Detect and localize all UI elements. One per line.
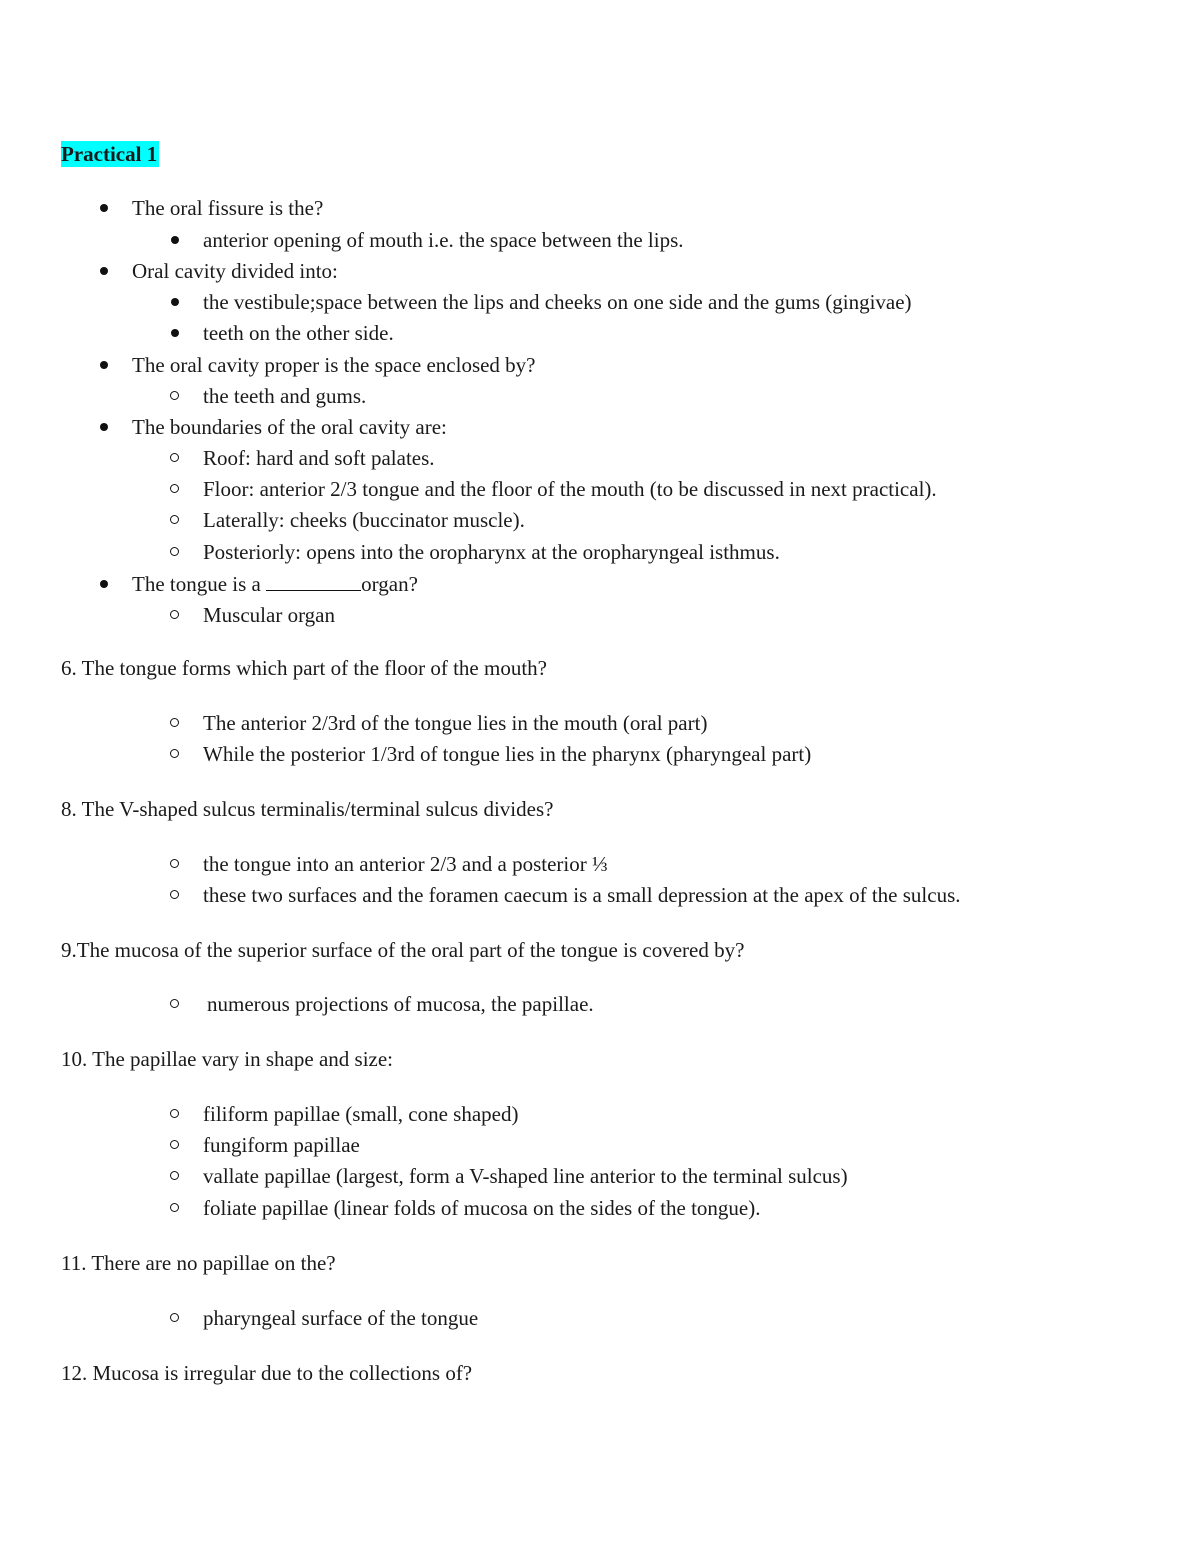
q2-answer-2: teeth on the other side.	[203, 321, 394, 345]
q9-answer: numerous projections of mucosa, the papillae.	[207, 992, 594, 1016]
bullet-circle-icon	[170, 749, 179, 758]
bullet-circle-icon	[170, 484, 179, 493]
q11-question: 11. There are no papillae on the?	[61, 1251, 336, 1275]
bullet-disc-icon	[171, 298, 179, 306]
bullet-disc-icon	[100, 204, 108, 212]
bullet-circle-icon	[170, 453, 179, 462]
q4-answer-1: Roof: hard and soft palates.	[203, 446, 435, 470]
bullet-circle-icon	[170, 859, 179, 868]
bullet-circle-icon	[170, 999, 179, 1008]
bullet-disc-icon	[100, 423, 108, 431]
bullet-circle-icon	[170, 515, 179, 524]
bullet-circle-icon	[170, 1171, 179, 1180]
q10-question: 10. The papillae vary in shape and size:	[61, 1047, 394, 1071]
bullet-circle-icon	[170, 391, 179, 400]
bullet-disc-icon	[100, 361, 108, 369]
bullet-circle-icon	[170, 1203, 179, 1212]
q8-question: 8. The V-shaped sulcus terminalis/terminal sulcus divides?	[61, 797, 554, 821]
q2-question: Oral cavity divided into:	[132, 259, 338, 283]
bullet-disc-icon	[100, 267, 108, 275]
q4-question: The boundaries of the oral cavity are:	[132, 415, 447, 439]
bullet-circle-icon	[170, 718, 179, 727]
q6-answer-1: The anterior 2/3rd of the tongue lies in the mouth (oral part)	[203, 711, 708, 735]
q6-answer-2: While the posterior 1/3rd of tongue lies in the pharynx (pharyngeal part)	[203, 742, 812, 766]
q1-question: The oral fissure is the?	[132, 196, 324, 220]
bullet-disc-icon	[171, 329, 179, 337]
q9-question: 9.The mucosa of the superior surface of the oral part of the tongue is covered by?	[61, 938, 745, 962]
bullet-circle-icon	[170, 1140, 179, 1149]
q5-question	[132, 572, 418, 596]
q10-answer-2: fungiform papillae	[203, 1133, 360, 1157]
bullet-circle-icon	[170, 890, 179, 899]
q10-answer-3: vallate papillae (largest, form a V-shaped line anterior to the terminal sulcus)	[203, 1164, 848, 1188]
q1-answer: anterior opening of mouth i.e. the space between the lips.	[203, 228, 684, 252]
q3-answer: the teeth and gums.	[203, 384, 367, 408]
q12-question: 12. Mucosa is irregular due to the collections of?	[61, 1361, 473, 1385]
q5-answer: Muscular organ	[203, 603, 335, 627]
bullet-circle-icon	[170, 610, 179, 619]
q5-question-after: organ?	[361, 572, 418, 596]
q8-answer-2: these two surfaces and the foramen caecum is a small depression at the apex of the sulcus.	[203, 883, 961, 907]
bullet-circle-icon	[170, 547, 179, 556]
bullet-disc-icon	[171, 236, 179, 244]
q4-answer-4: Posteriorly: opens into the oropharynx at the oropharyngeal isthmus.	[203, 540, 780, 564]
q10-answer-4: foliate papillae (linear folds of mucosa on the sides of the tongue).	[203, 1196, 761, 1220]
bullet-disc-icon	[100, 580, 108, 588]
q11-answer: pharyngeal surface of the tongue	[203, 1306, 479, 1330]
bullet-circle-icon	[170, 1313, 179, 1322]
document-title: Practical 1	[61, 142, 158, 166]
q3-question: The oral cavity proper is the space enclosed by?	[132, 353, 536, 377]
q8-answer-1: the tongue into an anterior 2/3 and a posterior ⅓	[203, 852, 608, 876]
q4-answer-2: Floor: anterior 2/3 tongue and the floor of the mouth (to be discussed in next practical).	[203, 477, 937, 501]
q5-question-before: The tongue is a	[132, 572, 267, 596]
q4-answer-3: Laterally: cheeks (buccinator muscle).	[203, 508, 525, 532]
q6-question: 6. The tongue forms which part of the floor of the mouth?	[61, 656, 547, 680]
fill-in-blank	[266, 572, 361, 591]
q10-answer-1: filiform papillae (small, cone shaped)	[203, 1102, 519, 1126]
bullet-circle-icon	[170, 1109, 179, 1118]
q2-answer-1: the vestibule;space between the lips and cheeks on one side and the gums (gingivae)	[203, 290, 912, 314]
